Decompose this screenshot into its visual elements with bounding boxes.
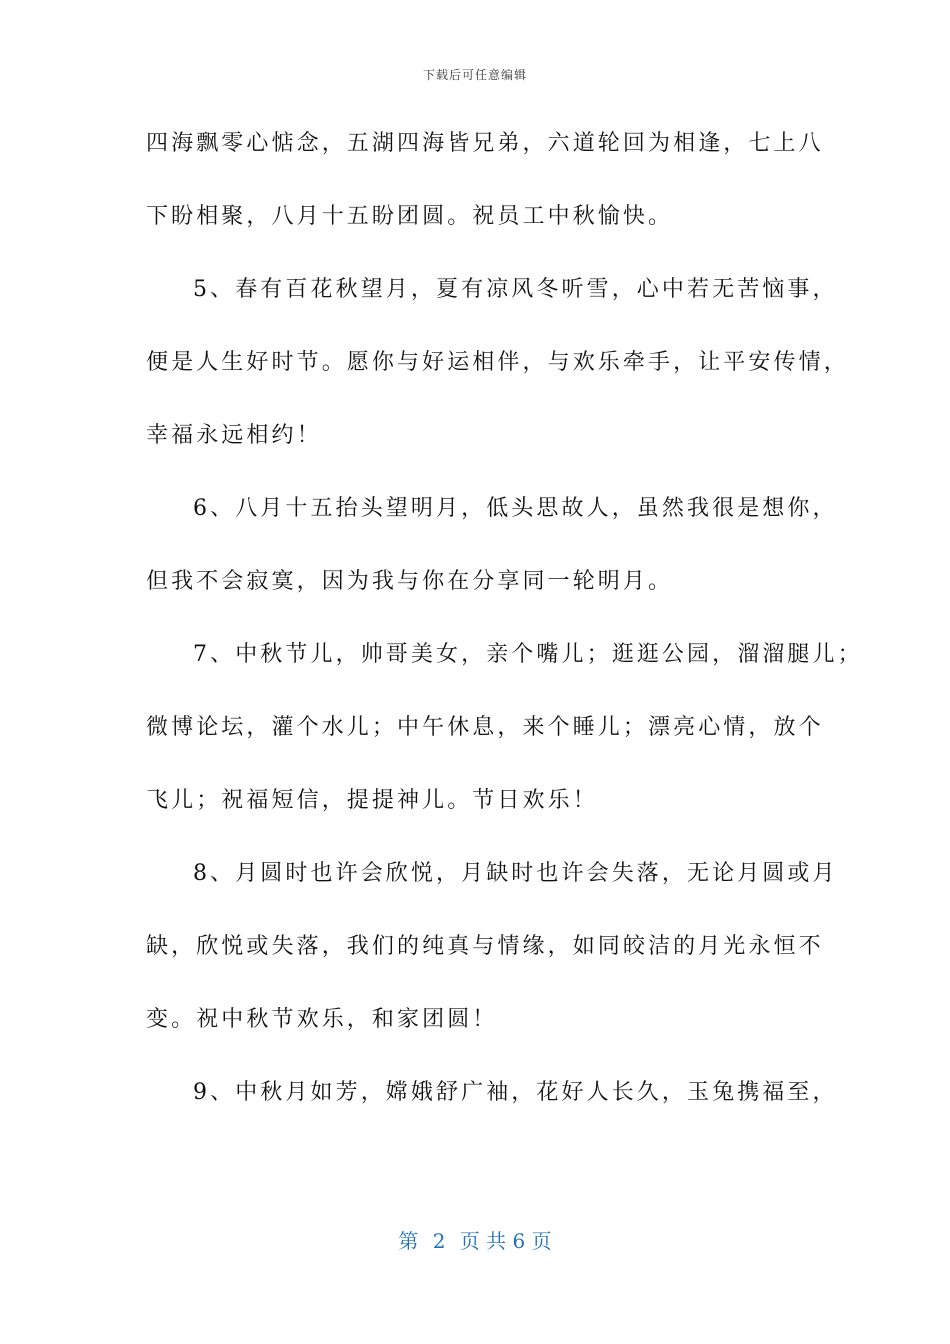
page-footer [0,1225,950,1254]
footer-prefix: 第 [398,1229,419,1253]
text-line: 便是人生好时节。愿你与好运相伴，与欢乐牵手，让平安传情， [146,350,849,375]
text-line: 幸福永远相约！ [146,423,322,448]
text-line: 四海飘零心惦念，五湖四海皆兄弟，六道轮回为相逢，七上八 [146,131,824,156]
text-line: 飞儿；祝福短信，提提神儿。节日欢乐！ [146,788,598,813]
text-line: 5、春有百花秋望月，夏有凉风冬听雪，心中若无苦恼事， [193,277,838,302]
text-line: 8、月圆时也许会欣悦，月缺时也许会失落，无论月圆或月 [193,861,838,886]
text-line: 微博论坛，灌个水儿；中午休息，来个睡儿；漂亮心情，放个 [146,715,824,740]
text-line: 但我不会寂寞，因为我与你在分享同一轮明月。 [146,569,674,594]
text-line: 变。祝中秋节欢乐，和家团圆！ [146,1007,498,1032]
current-page-number: 2 [432,1229,446,1253]
text-line: 缺，欣悦或失落，我们的纯真与情缘，如同皎洁的月光永恒不 [146,934,824,959]
page-header: 下载后可任意编辑 [422,68,527,82]
footer-middle: 页 共 [459,1229,507,1253]
document-body [146,118,863,1140]
text-line: 9、中秋月如芳，嫦娥舒广袖，花好人长久，玉兔携福至， [193,1080,838,1105]
text-line: 下盼相聚，八月十五盼团圆。祝员工中秋愉快。 [146,204,674,229]
footer-suffix: 页 [531,1229,552,1253]
text-line: 7、中秋节儿，帅哥美女，亲个嘴儿；逛逛公园，溜溜腿儿； [193,642,863,667]
text-line: 6、八月十五抬头望明月，低头思故人，虽然我很是想你， [193,496,838,521]
total-pages-number: 6 [512,1229,526,1253]
